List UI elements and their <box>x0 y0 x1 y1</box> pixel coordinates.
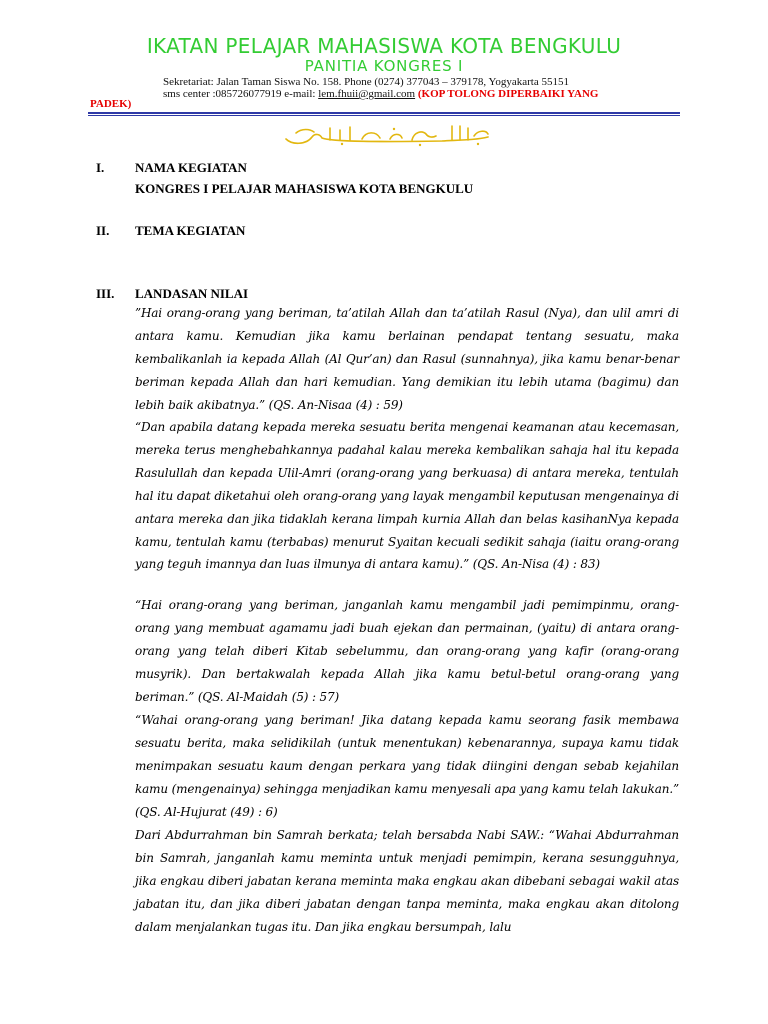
header-divider-thick <box>88 112 680 114</box>
basmalah-calligraphy-icon <box>282 122 494 148</box>
section-3-number: III. <box>96 286 115 301</box>
organization-name: IKATAN PELAJAR MAHASISWA KOTA BENGKULU <box>146 34 622 58</box>
email-link[interactable]: lem.fhuii@gmail.com <box>318 88 416 100</box>
contact-line <box>163 88 598 100</box>
secretariat-address: Sekretariat: Jalan Taman Siswa No. 158. Phone (0274) 377043 – 379178, Yogyakarta 55151 <box>163 76 569 88</box>
contact-prefix: sms center :085726077919 e-mail: <box>163 88 319 100</box>
section-3-title: LANDASAN NILAI <box>135 286 249 301</box>
editor-note-continuation: PADEK) <box>90 98 132 110</box>
section-2-title: TEMA KEGIATAN <box>135 223 246 238</box>
verse-al-hujurat-6: “Wahai orang-orang yang beriman! Jika datang kepada kamu seorang fasik membawa sesuatu berita, maka selidikilah (untuk menentukan) kebenarannya, supaya kamu tidak menimpakan sesuatu kaum dengan perkara yang tidak diingini dengan sebab kejahilan kamu (mengenainya) sehingga menjadikan kamu menyesali apa yang kamu telah lakukan.” (QS. Al-Hujurat (49) : 6) <box>135 713 680 819</box>
section-2-number: II. <box>96 223 110 238</box>
hadith-abdurrahman: Dari Abdurrahman bin Samrah berkata; telah bersabda Nabi SAW.: “Wahai Abdurrahman bin Samrah, janganlah kamu meminta untuk menjadi pemimpin, kerana sesungguhnya, jika engkau diberi jabatan kerana meminta maka engkau akan dibebani sebagai wakil atas jabatan itu, dan jika diberi jabatan dengan tanpa meminta, maka engkau akan ditolong dalam menjalankan tugas itu. Dan jika engkau bersumpah, lalu <box>135 828 679 934</box>
section-1-number: I. <box>96 160 105 175</box>
committee-name: PANITIA KONGRES I <box>304 57 464 75</box>
section-1-title: NAMA KEGIATAN <box>135 160 247 175</box>
verse-al-maidah-57: “Hai orang-orang yang beriman, janganlah kamu mengambil jadi pemimpinmu, orang-orang yang membuat agamamu jadi buah ejekan dan permainan, (yaitu) di antara orang-orang yang telah diberi Kitab sebelummu, dan orang-orang yang kafir (orang-orang musyrik). Dan bertakwalah kepada Allah jika kamu betul-betul orang-orang yang beriman.” (QS. Al-Maidah (5) : 57) <box>135 598 679 704</box>
verse-an-nisa-83: “Dan apabila datang kepada mereka sesuatu berita mengenai keamanan atau kecemasan, mereka terus menghebahkannya padahal kalau mereka kembalikan sahaja hal itu kepada Rasulullah dan kepada Ulil-Amri (orang-orang yang berkuasa) di antara mereka, tentulah hal itu dapat diketahui oleh orang-orang yang layak mengambil keputusan mengenainya di antara mereka dan jika tidaklah kerana limpah kurnia Allah dan belas kasihanNya kepada kamu, tentulah kamu (terbabas) menurut Syaitan kecuali sedikit sahaja (iaitu orang-orang yang teguh imannya dan luas ilmunya di antara kamu).” (QS. An-Nisa (4) : 83) <box>135 420 679 572</box>
editor-note: KOP TOLONG DIPERBAIKI YANG <box>421 88 599 100</box>
header-divider-thin <box>88 115 680 116</box>
note-open-paren: ( <box>415 88 422 100</box>
verse-an-nisaa-59: ”Hai orang-orang yang beriman, ta’atilah Allah dan ta’atilah Rasul (Nya), dan ulil amri di antara kamu. Kemudian jika kamu berlainan pendapat tentang sesuatu, maka kembalikanlah ia kepada Allah (Al Qur’an) dan Rasul (sunnahnya), jika kamu benar-benar beriman kepada Allah dan hari kemudian. Yang demikian itu lebih utama (bagimu) dan lebih baik akibatnya.” (QS. An-Nisaa (4) : 59) <box>135 306 679 412</box>
section-1-subtitle: KONGRES I PELAJAR MAHASISWA KOTA BENGKULU <box>135 181 474 196</box>
